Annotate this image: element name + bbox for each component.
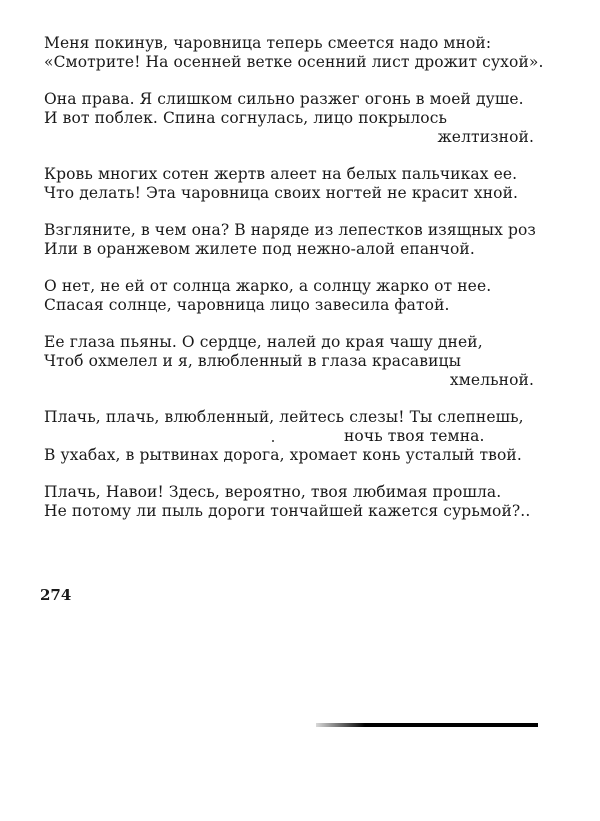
poem-line: О нет, не ей от солнца жарко, а солнцу жарко от нее. bbox=[44, 277, 492, 295]
poem-line-continuation: желтизной. bbox=[437, 128, 534, 146]
poem-line: Чтоб охмелел и я, влюбленный в глаза красавицы bbox=[44, 352, 462, 370]
stanza-1 bbox=[44, 34, 544, 72]
poem-line: Или в оранжевом жилете под нежно-алой епанчой. bbox=[44, 240, 475, 258]
poem-line: Что делать! Эта чаровница своих ногтей не красит хной. bbox=[44, 184, 519, 202]
stanza-3 bbox=[44, 165, 534, 203]
poem-line: Кровь многих сотен жертв алеет на белых пальчиках ее. bbox=[44, 165, 518, 183]
stanza-2 bbox=[44, 90, 534, 147]
stanza-4 bbox=[44, 221, 534, 259]
page-number: 274 bbox=[40, 586, 72, 604]
poem-line: Меня покинув, чаровница теперь смеется надо мной: bbox=[44, 34, 492, 52]
poem-line: И вот поблек. Спина согнулась, лицо покрылось bbox=[44, 109, 448, 127]
poem-line: Взгляните, в чем она? В наряде из лепестков изящных роз bbox=[44, 221, 536, 239]
poem-line: Плачь, Навои! Здесь, вероятно, твоя любимая прошла. bbox=[44, 483, 502, 501]
poem-line: Она права. Я слишком сильно разжег огонь в моей душе. bbox=[44, 90, 524, 108]
poem-line: «Смотрите! На осенней ветке осенний лист дрожит сухой». bbox=[44, 53, 544, 71]
stanza-5 bbox=[44, 277, 534, 315]
poem-line-continuation: хмельной. bbox=[449, 371, 534, 389]
poem-line-continuation: ночь твоя темна. bbox=[344, 427, 485, 445]
bottom-rule bbox=[316, 723, 538, 727]
poem-line: Плачь, плачь, влюбленный, лейтесь слезы! Ты слепнешь, bbox=[44, 408, 524, 426]
poem-line: Не потому ли пыль дороги тончайшей кажется сурьмой?.. bbox=[44, 502, 531, 520]
poem-line: Спасая солнце, чаровница лицо завесила фатой. bbox=[44, 296, 450, 314]
stanza-6 bbox=[44, 333, 534, 390]
print-speck bbox=[272, 440, 274, 442]
poem bbox=[44, 34, 544, 539]
stanza-8 bbox=[44, 483, 534, 521]
poem-line: Ее глаза пьяны. О сердце, налей до края чашу дней, bbox=[44, 333, 483, 351]
poem-line: В ухабах, в рытвинах дорога, хромает конь усталый твой. bbox=[44, 446, 522, 464]
stanza-7 bbox=[44, 408, 534, 465]
